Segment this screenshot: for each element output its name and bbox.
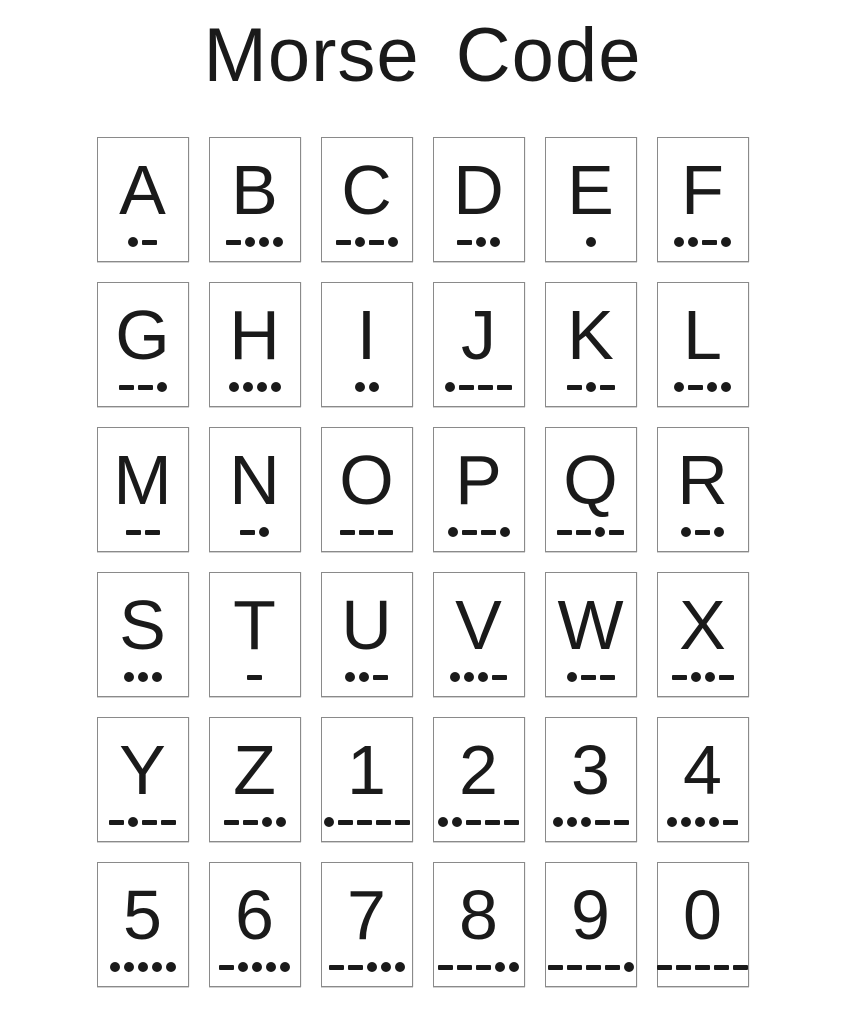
morse-dash-icon (688, 385, 703, 390)
card-morse-code (119, 381, 167, 393)
card-morse-code (324, 816, 410, 828)
morse-dot-icon (367, 962, 377, 972)
morse-dot-icon (271, 382, 281, 392)
morse-dash-icon (485, 820, 500, 825)
morse-card (209, 862, 301, 987)
morse-dash-icon (581, 675, 596, 680)
morse-dash-icon (395, 820, 410, 825)
card-morse-code (340, 526, 393, 538)
morse-dot-icon (688, 237, 698, 247)
card-character: 7 (347, 876, 386, 955)
morse-dot-icon (586, 237, 596, 247)
card-character: X (679, 586, 726, 665)
morse-dash-icon (338, 820, 353, 825)
morse-dot-icon (586, 382, 596, 392)
morse-dash-icon (733, 965, 748, 970)
morse-dash-icon (161, 820, 176, 825)
morse-dash-icon (438, 965, 453, 970)
morse-card (545, 862, 637, 987)
morse-card (209, 427, 301, 552)
card-character: F (681, 151, 724, 230)
morse-dot-icon (681, 817, 691, 827)
card-morse-code (457, 236, 500, 248)
morse-dot-icon (500, 527, 510, 537)
morse-dash-icon (219, 965, 234, 970)
morse-card (321, 427, 413, 552)
card-morse-code (681, 526, 724, 538)
card-character: 0 (683, 876, 722, 955)
morse-dash-icon (695, 530, 710, 535)
morse-dash-icon (609, 530, 624, 535)
morse-dot-icon (152, 962, 162, 972)
morse-card (545, 427, 637, 552)
card-character: 5 (123, 876, 162, 955)
morse-card (97, 427, 189, 552)
card-morse-code (553, 816, 629, 828)
card-morse-code (345, 671, 388, 683)
morse-dash-icon (567, 385, 582, 390)
morse-dot-icon (553, 817, 563, 827)
card-character: D (453, 151, 504, 230)
morse-dot-icon (490, 237, 500, 247)
morse-dot-icon (238, 962, 248, 972)
morse-dash-icon (376, 820, 391, 825)
morse-dot-icon (721, 237, 731, 247)
morse-dot-icon (345, 672, 355, 682)
card-morse-code (445, 381, 512, 393)
card-morse-code (557, 526, 624, 538)
card-morse-code (567, 381, 615, 393)
morse-dash-icon (142, 240, 157, 245)
morse-card (209, 282, 301, 407)
morse-dot-icon (259, 527, 269, 537)
morse-dot-icon (567, 817, 577, 827)
morse-dash-icon (459, 385, 474, 390)
morse-dot-icon (476, 237, 486, 247)
morse-dot-icon (276, 817, 286, 827)
morse-dot-icon (709, 817, 719, 827)
morse-dot-icon (438, 817, 448, 827)
morse-dash-icon (672, 675, 687, 680)
card-character: 1 (347, 731, 386, 810)
morse-dot-icon (355, 237, 365, 247)
morse-dot-icon (359, 672, 369, 682)
card-morse-code (548, 961, 634, 973)
morse-dash-icon (605, 965, 620, 970)
morse-dash-icon (357, 820, 372, 825)
card-character: B (231, 151, 278, 230)
card-character: U (341, 586, 392, 665)
morse-card (545, 282, 637, 407)
morse-dot-icon (445, 382, 455, 392)
morse-dot-icon (266, 962, 276, 972)
card-morse-code (674, 381, 731, 393)
morse-dash-icon (557, 530, 572, 535)
morse-dash-icon (476, 965, 491, 970)
morse-dash-icon (348, 965, 363, 970)
morse-dot-icon (257, 382, 267, 392)
morse-card (657, 717, 749, 842)
morse-dot-icon (495, 962, 505, 972)
card-morse-code (247, 671, 262, 683)
morse-dot-icon (243, 382, 253, 392)
morse-card (433, 427, 525, 552)
morse-dot-icon (714, 527, 724, 537)
morse-dash-icon (676, 965, 691, 970)
morse-dot-icon (245, 237, 255, 247)
morse-card (433, 717, 525, 842)
morse-dash-icon (226, 240, 241, 245)
morse-dash-icon (695, 965, 710, 970)
morse-card (97, 137, 189, 262)
card-morse-code (126, 526, 160, 538)
morse-dot-icon (674, 382, 684, 392)
card-morse-code (438, 816, 519, 828)
morse-dot-icon (721, 382, 731, 392)
card-morse-code (448, 526, 510, 538)
morse-dot-icon (138, 962, 148, 972)
card-morse-code (128, 236, 157, 248)
morse-dash-icon (224, 820, 239, 825)
card-character: S (119, 586, 166, 665)
morse-dot-icon (395, 962, 405, 972)
morse-dash-icon (359, 530, 374, 535)
morse-dot-icon (381, 962, 391, 972)
morse-dash-icon (576, 530, 591, 535)
card-character: L (683, 296, 722, 375)
morse-dot-icon (324, 817, 334, 827)
morse-dot-icon (128, 817, 138, 827)
morse-card (433, 282, 525, 407)
card-character: 4 (683, 731, 722, 810)
morse-dot-icon (705, 672, 715, 682)
morse-dot-icon (452, 817, 462, 827)
card-morse-code (438, 961, 519, 973)
morse-dot-icon (124, 672, 134, 682)
card-character: Q (563, 441, 618, 520)
morse-dash-icon (142, 820, 157, 825)
morse-dash-icon (462, 530, 477, 535)
card-character: 8 (459, 876, 498, 955)
morse-dot-icon (595, 527, 605, 537)
card-character: Z (233, 731, 276, 810)
morse-dash-icon (126, 530, 141, 535)
morse-dash-icon (548, 965, 563, 970)
morse-dash-icon (145, 530, 160, 535)
morse-card (657, 862, 749, 987)
morse-dash-icon (457, 240, 472, 245)
morse-card (321, 862, 413, 987)
card-character: M (113, 441, 172, 520)
morse-dash-icon (240, 530, 255, 535)
morse-grid (0, 137, 845, 987)
morse-card (545, 137, 637, 262)
card-character: R (677, 441, 728, 520)
morse-dash-icon (481, 530, 496, 535)
morse-dash-icon (329, 965, 344, 970)
morse-card (97, 862, 189, 987)
morse-card (97, 572, 189, 697)
card-morse-code (109, 816, 176, 828)
morse-dot-icon (157, 382, 167, 392)
morse-dot-icon (581, 817, 591, 827)
morse-dash-icon (702, 240, 717, 245)
morse-dash-icon (369, 240, 384, 245)
card-character: 6 (235, 876, 274, 955)
morse-card (209, 717, 301, 842)
card-character: K (567, 296, 614, 375)
morse-dash-icon (657, 965, 672, 970)
morse-dot-icon (273, 237, 283, 247)
morse-dot-icon (448, 527, 458, 537)
morse-dot-icon (262, 817, 272, 827)
card-character: W (557, 586, 624, 665)
card-morse-code (329, 961, 405, 973)
morse-card (545, 572, 637, 697)
morse-dash-icon (457, 965, 472, 970)
card-morse-code (124, 671, 162, 683)
morse-dash-icon (600, 385, 615, 390)
card-morse-code (586, 236, 596, 248)
card-morse-code (240, 526, 269, 538)
morse-dot-icon (369, 382, 379, 392)
morse-dot-icon (355, 382, 365, 392)
card-character: 9 (571, 876, 610, 955)
morse-dot-icon (695, 817, 705, 827)
morse-dash-icon (492, 675, 507, 680)
morse-card (209, 572, 301, 697)
morse-dot-icon (681, 527, 691, 537)
morse-dash-icon (466, 820, 481, 825)
card-character: G (115, 296, 170, 375)
morse-dash-icon (567, 965, 582, 970)
card-character: E (567, 151, 614, 230)
morse-dash-icon (497, 385, 512, 390)
card-character: I (356, 296, 377, 375)
card-character: J (461, 296, 496, 375)
morse-card (97, 282, 189, 407)
morse-card (209, 137, 301, 262)
card-morse-code (667, 816, 738, 828)
morse-dash-icon (119, 385, 134, 390)
card-morse-code (110, 961, 176, 973)
morse-dot-icon (464, 672, 474, 682)
morse-dot-icon (478, 672, 488, 682)
card-character: T (233, 586, 276, 665)
card-morse-code (672, 671, 734, 683)
card-morse-code (226, 236, 283, 248)
morse-dot-icon (624, 962, 634, 972)
morse-dash-icon (373, 675, 388, 680)
morse-dash-icon (504, 820, 519, 825)
morse-dot-icon (152, 672, 162, 682)
morse-dot-icon (667, 817, 677, 827)
morse-dot-icon (252, 962, 262, 972)
morse-dot-icon (707, 382, 717, 392)
morse-dash-icon (478, 385, 493, 390)
card-morse-code (674, 236, 731, 248)
morse-card (321, 137, 413, 262)
morse-dot-icon (691, 672, 701, 682)
card-morse-code (219, 961, 290, 973)
card-character: H (229, 296, 280, 375)
morse-dot-icon (124, 962, 134, 972)
morse-card (321, 717, 413, 842)
morse-dash-icon (600, 675, 615, 680)
morse-dash-icon (719, 675, 734, 680)
card-morse-code (657, 961, 748, 973)
morse-dot-icon (450, 672, 460, 682)
morse-card (433, 572, 525, 697)
morse-dash-icon (723, 820, 738, 825)
card-character: 3 (571, 731, 610, 810)
morse-dash-icon (586, 965, 601, 970)
morse-card (657, 137, 749, 262)
morse-card (657, 282, 749, 407)
morse-dash-icon (378, 530, 393, 535)
card-morse-code (224, 816, 286, 828)
morse-card (657, 572, 749, 697)
card-character: C (341, 151, 392, 230)
morse-dash-icon (714, 965, 729, 970)
card-morse-code (355, 381, 379, 393)
morse-dash-icon (340, 530, 355, 535)
morse-card (545, 717, 637, 842)
morse-dot-icon (388, 237, 398, 247)
morse-card (433, 137, 525, 262)
morse-dot-icon (229, 382, 239, 392)
card-character: 2 (459, 731, 498, 810)
card-character: N (229, 441, 280, 520)
card-character: O (339, 441, 394, 520)
morse-dash-icon (243, 820, 258, 825)
card-morse-code (229, 381, 281, 393)
morse-dot-icon (138, 672, 148, 682)
morse-dash-icon (109, 820, 124, 825)
card-character: P (455, 441, 502, 520)
morse-dash-icon (247, 675, 262, 680)
card-character: V (455, 586, 502, 665)
morse-card (657, 427, 749, 552)
morse-dot-icon (674, 237, 684, 247)
morse-dash-icon (595, 820, 610, 825)
morse-dot-icon (509, 962, 519, 972)
page-title: Morse Code (203, 13, 642, 98)
morse-dot-icon (166, 962, 176, 972)
morse-card (321, 282, 413, 407)
morse-card (433, 862, 525, 987)
morse-dash-icon (138, 385, 153, 390)
morse-card (321, 572, 413, 697)
card-character: A (119, 151, 166, 230)
morse-dot-icon (567, 672, 577, 682)
morse-card (97, 717, 189, 842)
card-morse-code (567, 671, 615, 683)
morse-dot-icon (259, 237, 269, 247)
morse-dot-icon (280, 962, 290, 972)
card-character: Y (119, 731, 166, 810)
card-morse-code (450, 671, 507, 683)
morse-dot-icon (110, 962, 120, 972)
morse-dot-icon (128, 237, 138, 247)
morse-dash-icon (336, 240, 351, 245)
card-morse-code (336, 236, 398, 248)
morse-dash-icon (614, 820, 629, 825)
